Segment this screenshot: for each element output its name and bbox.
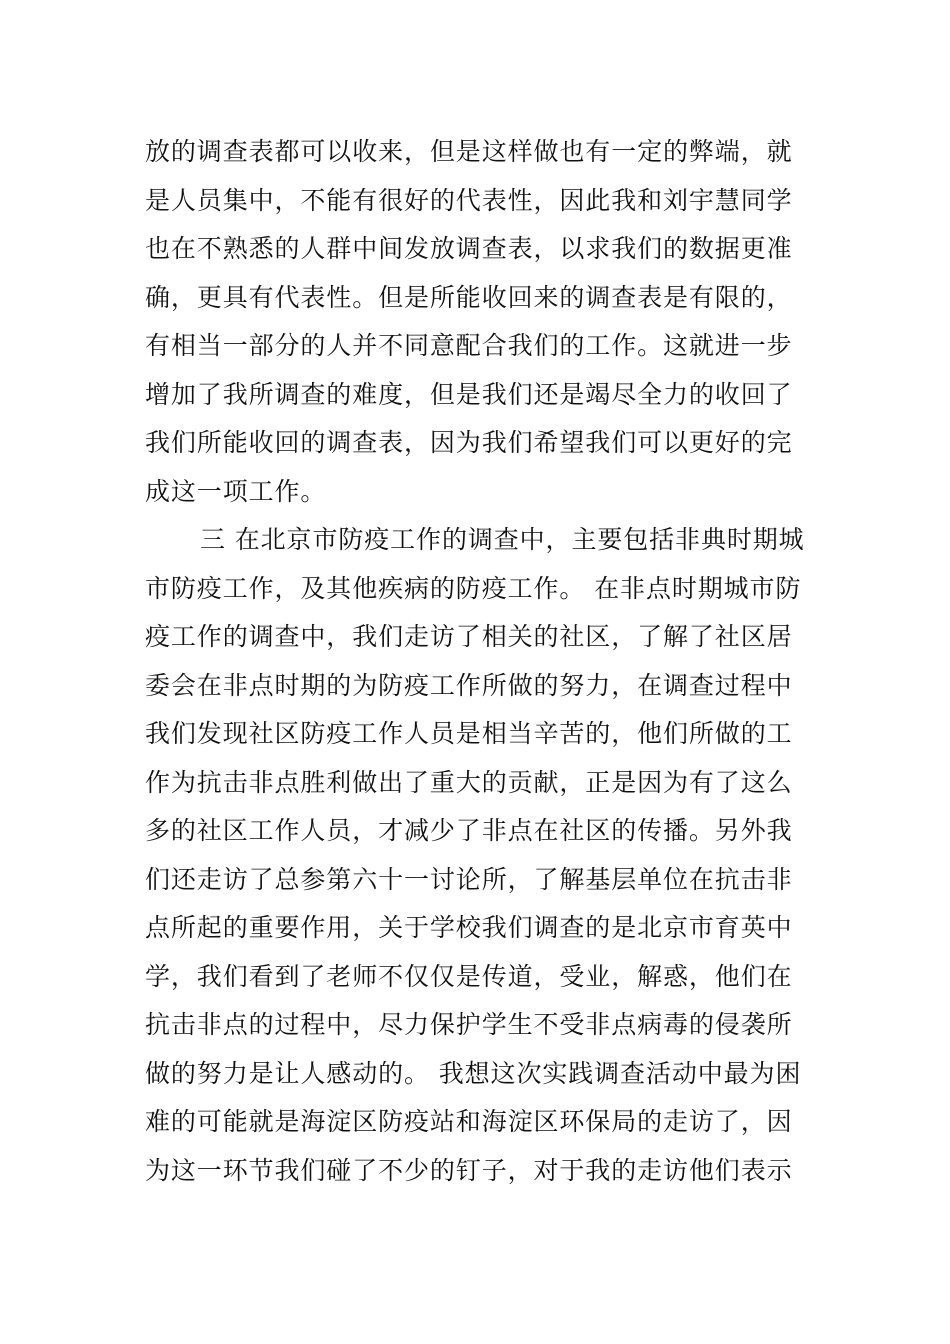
text-line-18: 学，我们看到了老师不仅仅是传道，受业，解惑，他们在 <box>145 961 793 991</box>
text-line-5: 有相当一部分的人并不同意配合我们的工作。这就进一步 <box>145 331 793 360</box>
text-line-19: 抗击非点的过程中，尽力保护学生不受非点病毒的侵袭所 <box>145 1010 793 1039</box>
body-text <box>145 128 810 1195</box>
text-line-4: 确，更具有代表性。但是所能收回来的调查表是有限的， <box>145 282 793 312</box>
text-line-1: 放的调查表都可以收来，但是这样做也有一定的弊端，就 <box>145 137 793 166</box>
text-line-15: 多的社区工作人员，才减少了非点在社区的传播。另外我 <box>145 816 793 845</box>
text-line-8: 成这一项工作。 <box>145 476 327 506</box>
text-line-6: 增加了我所调查的难度，但是我们还是竭尽全力的收回了 <box>145 379 793 409</box>
text-line-11: 疫工作的调查中，我们走访了相关的社区，了解了社区居 <box>145 622 793 651</box>
text-line-12: 委会在非点时期的为防疫工作所做的努力，在调查过程中 <box>145 670 793 700</box>
text-line-9: 三 在北京市防疫工作的调查中，主要包括非典时期城 <box>200 525 805 554</box>
text-line-16: 们还走访了总参第六十一讨论所，了解基层单位在抗击非 <box>145 864 793 894</box>
text-line-17: 点所起的重要作用，关于学校我们调查的是北京市育英中 <box>145 913 793 942</box>
text-line-14: 作为抗击非点胜利做出了重大的贡献，正是因为有了这么 <box>145 767 793 797</box>
text-line-13: 我们发现社区防疫工作人员是相当辛苦的，他们所做的工 <box>145 719 793 748</box>
text-line-20: 做的努力是让人感动的。 我想这次实践调查活动中最为困 <box>145 1058 802 1088</box>
text-line-3: 也在不熟悉的人群中间发放调查表，以求我们的数据更准 <box>145 234 793 263</box>
text-line-2: 是人员集中，不能有很好的代表性，因此我和刘宇慧同学 <box>145 185 793 215</box>
text-line-10: 市防疫工作，及其他疾病的防疫工作。 在非点时期城市防 <box>145 573 802 603</box>
text-line-22: 为这一环节我们碰了不少的钉子，对于我的走访他们表示 <box>145 1155 793 1185</box>
text-line-7: 我们所能收回的调查表，因为我们希望我们可以更好的完 <box>145 428 793 457</box>
text-line-21: 难的可能就是海淀区防疫站和海淀区环保局的走访了，因 <box>145 1107 793 1136</box>
